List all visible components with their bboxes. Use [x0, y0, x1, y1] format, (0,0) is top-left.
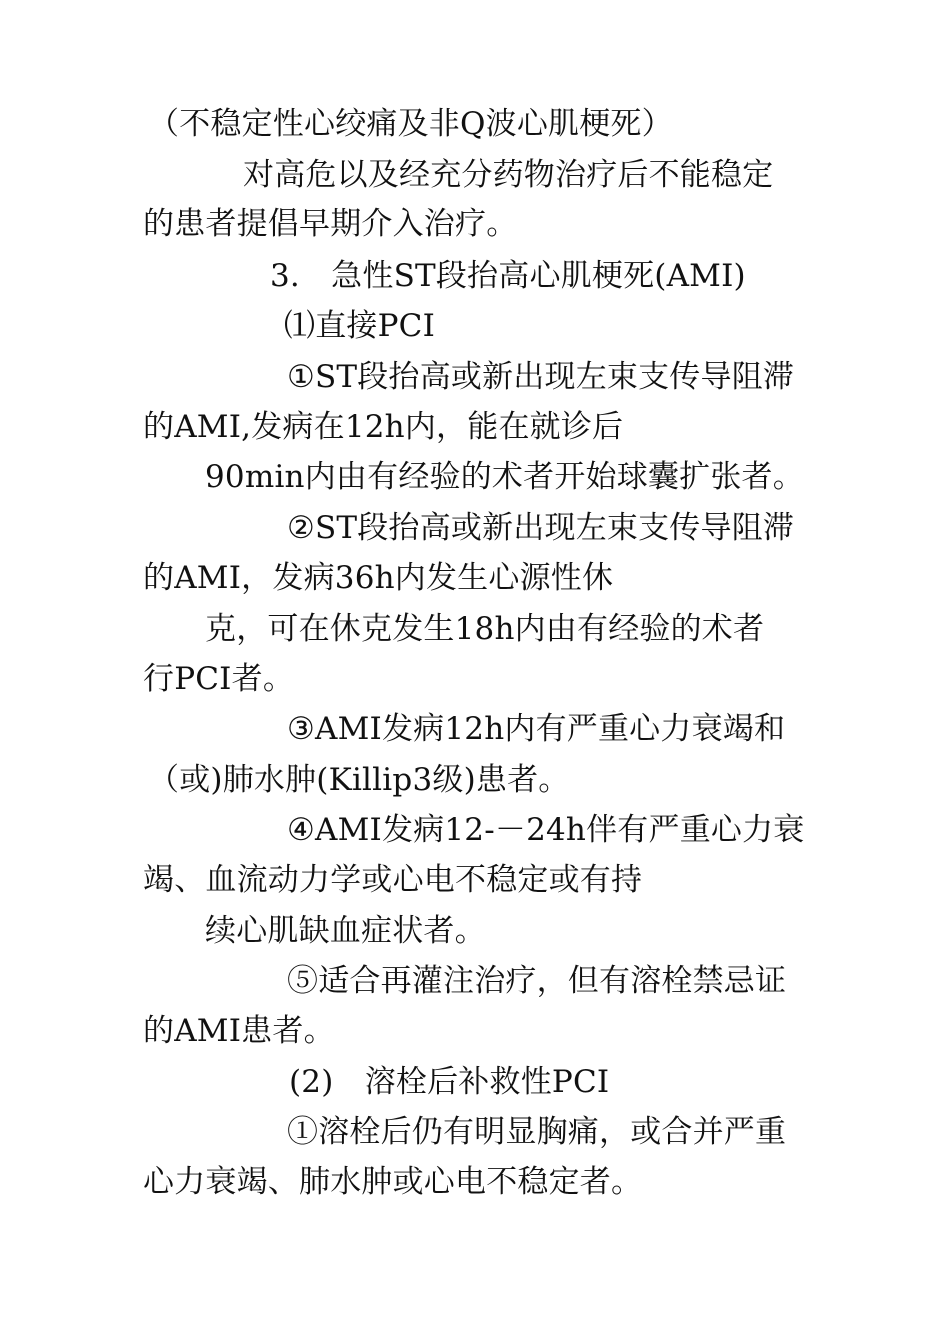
- section-heading-3: 3. 急性ST段抬高心肌梗死(AMI): [270, 258, 746, 294]
- subsection-heading-2: (2) 溶栓后补救性PCI: [289, 1064, 610, 1100]
- text-line-3: 的患者提倡早期介入治疗。: [143, 206, 518, 242]
- subsection-heading-1: ⑴直接PCI: [284, 308, 436, 344]
- text-line-21: ①溶栓后仍有明显胸痛，或合并严重: [287, 1114, 787, 1150]
- text-line-16: 竭、血流动力学或心电不稳定或有持: [143, 862, 643, 898]
- text-line-9: ②ST段抬高或新出现左束支传导阻滞: [287, 510, 795, 546]
- text-line-13: ③AMI发病12h内有严重心力衰竭和: [287, 711, 786, 747]
- text-line-15: ④AMI发病12-－24h伴有严重心力衰: [287, 812, 805, 848]
- text-line-8: 90min内由有经验的术者开始球囊扩张者。: [205, 459, 804, 495]
- text-line-1: （不稳定性心绞痛及非Q波心肌梗死）: [148, 106, 673, 142]
- text-line-10: 的AMI，发病36h内发生心源性休: [143, 560, 614, 596]
- text-line-2: 对高危以及经充分药物治疗后不能稳定: [243, 157, 774, 193]
- text-line-12: 行PCI者。: [143, 661, 295, 697]
- text-line-6: ①ST段抬高或新出现左束支传导阻滞: [287, 359, 795, 395]
- text-line-17: 续心肌缺血症状者。: [205, 913, 486, 949]
- text-line-19: 的AMI患者。: [143, 1013, 335, 1049]
- text-line-11: 克，可在休克发生18h内由有经验的术者: [205, 611, 765, 647]
- text-line-14: （或)肺水肿(Killip3级)患者。: [148, 762, 570, 798]
- text-line-7: 的AMI,发病在12h内，能在就诊后: [143, 409, 624, 445]
- text-line-18: ⑤适合再灌注治疗，但有溶栓禁忌证: [287, 963, 787, 999]
- text-line-22: 心力衰竭、肺水肿或心电不稳定者。: [143, 1164, 643, 1200]
